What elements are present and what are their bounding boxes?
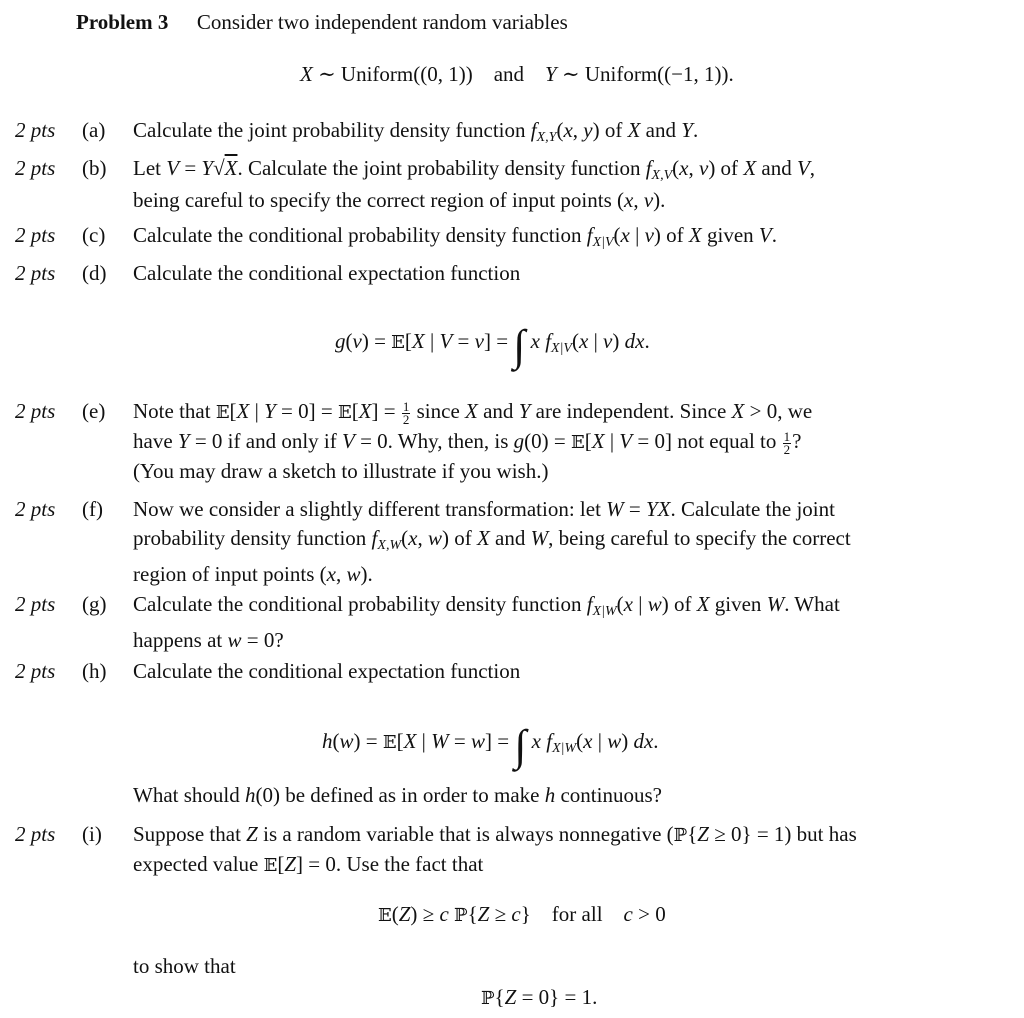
part-i-followup: to show that [133,954,236,978]
part-h-followup: What should h(0) be defined as in order to make h continuous? [133,783,662,807]
points-h: 2 pts [15,659,56,683]
points-a: 2 pts [15,118,56,142]
part-g-text: Calculate the conditional probability density function $f_{X|W}(x$ | w) of X given W. What happens at w = 0? [133,592,840,652]
part-f-text: Now we consider a slightly different transformation: let W = YX. Calculate the joint probability density function $f_{X,W}(x$, w) of X and W, being careful to specify the correct region of input points (x, w). [133,497,851,586]
equation-markov: 𝔼(Z) ≥ c ℙ{Z ≥ c} for all c > 0 [378,902,666,926]
points-f: 2 pts [15,497,56,521]
problem-intro: Consider two independent random variables [196,10,568,34]
equation-h: h(w) = 𝔼[X | W = w] = ∫ x $f_{X|W}(x$ | w) dx. [322,721,659,770]
part-c-text: Calculate the conditional probability density function $f_{X|V}(x$ | v) of X given V. [133,223,777,250]
distribution-line: X ∼ Uniform((0, 1)) and Y ∼ Uniform((−1, 1)). [300,62,734,86]
part-d-text: Calculate the conditional expectation function [133,261,521,285]
label-b: (b) [82,156,107,180]
points-c: 2 pts [15,223,56,247]
part-e-text: Note that 𝔼[X | Y = 0] = 𝔼[X] = $\frac{1}{2}$ since X and Y are independent. Since X > 0, we have Y = 0 if and only if V = 0. Why, then, is g(0) = 𝔼[X | V = 0] not equal to $\frac{1}{2}$ ? (You may draw a sketch to illustrate if you wish.) [133,398,813,483]
label-g: (g) [82,592,107,616]
label-a: (a) [82,118,106,142]
label-c: (c) [82,223,106,247]
problem-header [76,8,568,36]
label-d: (d) [82,261,107,285]
label-h: (h) [82,659,107,683]
part-h-text: Calculate the conditional expectation function [133,659,521,683]
part-i-text: Suppose that Z is a random variable that is always nonnegative (ℙ{Z ≥ 0} = 1) but has expected value 𝔼[Z] = 0. Use the fact that [133,822,857,876]
equation-g: g(v) = 𝔼[X | V = v] = ∫ x $f_{X|V}(x$ | v) dx. [335,321,650,370]
label-i: (i) [82,822,102,846]
points-i: 2 pts [15,822,56,846]
points-d: 2 pts [15,261,56,285]
label-e: (e) [82,399,106,423]
label-f: (f) [82,497,103,521]
points-e: 2 pts [15,399,56,423]
points-b: 2 pts [15,156,56,180]
points-g: 2 pts [15,592,56,616]
part-a-text: Calculate the joint probability density function $f_{X,Y}(x$, y) of X and Y. [133,118,699,145]
part-b-text: Let V = Y√X. Calculate the joint probability density function $f_{X,V}(x$, v) of X and V, being careful to specify the correct region of input points (x, v). [133,156,816,212]
equation-conclusion: ℙ{Z = 0} = 1. [481,985,598,1009]
problem-title: Problem 3 [76,10,169,34]
